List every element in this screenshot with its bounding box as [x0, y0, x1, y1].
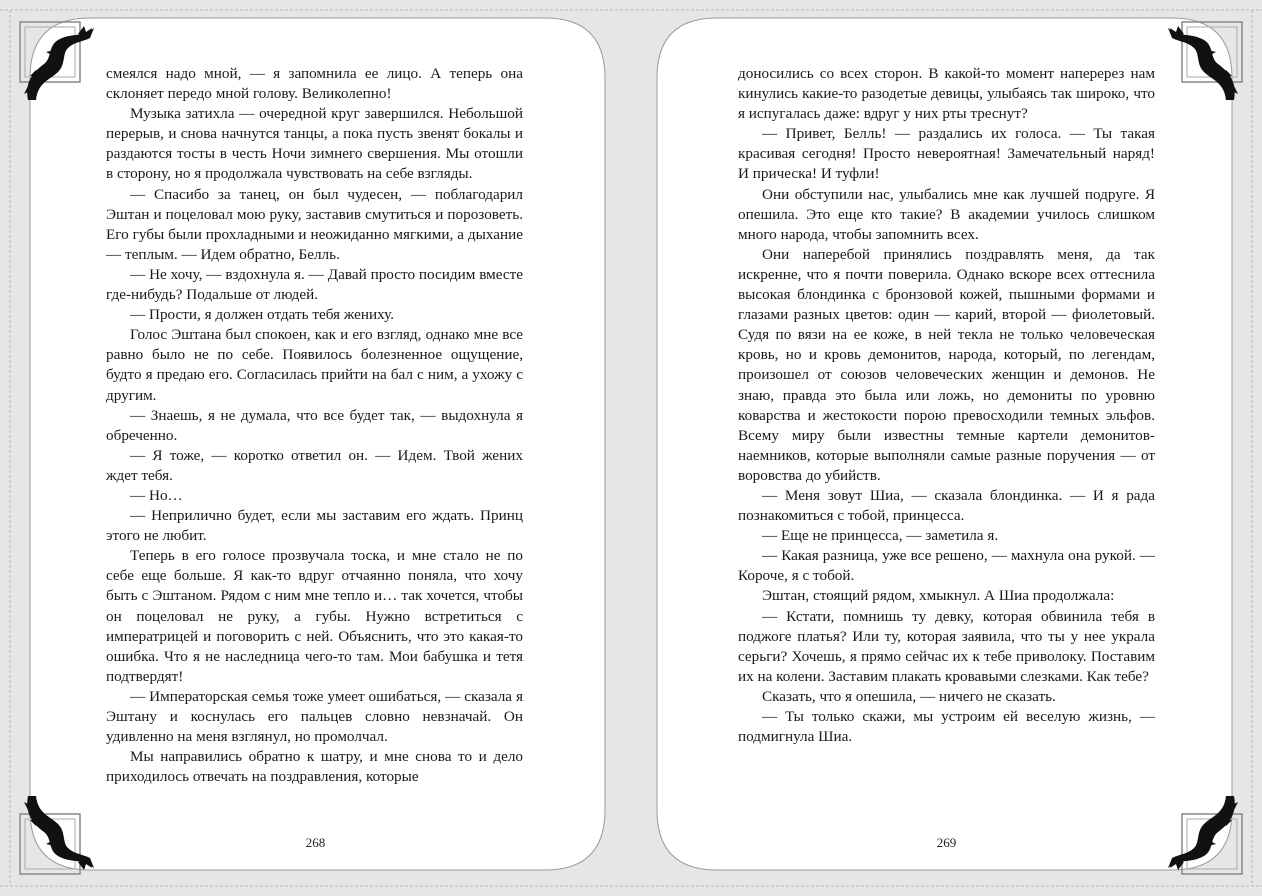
paragraph: — Неприлично будет, если мы заставим его ждать. Принц этого не любит. [106, 507, 523, 545]
paragraph: Они обступили нас, улыбались мне как лучшей подруге. Я опешила. Это еще кто такие? В академии училось слишком много народа, чтобы запомнить всех. [738, 185, 1155, 243]
paragraph: — Не хочу, — вздохнула я. — Давай просто посидим вместе где-нибудь? Подальше от людей. [106, 265, 523, 304]
page-number-right: 269 [936, 835, 957, 850]
paragraph: Они наперебой принялись поздравлять меня, да так искренне, что я почти поверила. Однако вскоре всех оттеснила высокая блондинка с бронзовой кожей, пышными формами и глазами разных цветов: один — карий, второй — фиолетовый. Судя по вязи на ее коже, в ней текла не только человеческая кровь, но и кровь демонитов, народа, который, по легендам, произошел от союзов человеческих женщин и демонов. Не знаю, правда это была или ложь, но демониты по уровню коварства и жестокости порою превосходили темных эльфов. Всему миру были известны темные картели демонитов-наемников, которые выполняли самые разные поручения — от воровства до убийств. [738, 245, 1155, 484]
paragraph: — Какая разница, уже все решено, — махнула она рукой. — Короче, я с тобой. [738, 547, 1155, 585]
paragraph: — Знаешь, я не думала, что все будет так, — выдохнула я обреченно. [106, 406, 523, 444]
paragraph: — Я тоже, — коротко ответил он. — Идем. Твой жених ждет тебя. [106, 446, 523, 484]
paragraph: Голос Эштана был спокоен, как и его взгляд, однако мне все равно было не по себе. Появилось болезненное ощущение, будто я предаю его. Согласилась прийти на бал с ним, а ухожу с другим. [106, 326, 523, 404]
left-page-text [106, 64, 523, 787]
paragraph: — Императорская семья тоже умеет ошибаться, — сказала я Эштану и коснулась его пальцев словно невзначай. Он удивленно на меня взглянул, но промолчал. [106, 687, 523, 746]
paragraph: Теперь в его голосе прозвучала тоска, и мне стало не по себе еще больше. Я как-то вдруг отчаянно поняла, что хочу быть с Эштаном. Рядом с ним мне тепло и… так хочется, чтобы он поцеловал не руку, а губы. Нужно встретиться с императрицей и поговорить с ней. Объяснить, что это какая-то ошибка. Что я не наследница чего-то там. Мои бабушка и тетя подтвердят! [106, 547, 523, 685]
right-page [631, 0, 1262, 896]
paragraph: — Меня зовут Шиа, — сказала блондинка. — И я рада познакомиться с тобой, принцесса. [738, 486, 1155, 525]
paragraph: Эштан, стоящий рядом, хмыкнул. А Шиа продолжала: [762, 587, 1115, 605]
page-number-left: 268 [305, 835, 326, 850]
paragraph: Музыка затихла — очередной круг завершился. Небольшой перерыв, и снова начнутся танцы, а пока пусть звенят бокалы и раздаются тосты в честь Ночи зимнего свершения. Мы отошли в сторону, но я продолжала чувствовать на себе взгляды. [106, 105, 523, 183]
paragraph: Сказать, что я опешила, — ничего не сказать. [762, 687, 1056, 705]
paragraph: — Прости, я должен отдать тебя жениху. [130, 306, 395, 324]
paragraph: — Еще не принцесса, — заметила я. [762, 527, 999, 545]
dragon-ornament [1164, 790, 1244, 876]
dragon-ornament [1164, 20, 1244, 106]
dragon-ornament [18, 790, 98, 876]
paragraph: — Но… [130, 486, 183, 504]
paragraph: Мы направились обратно к шатру, и мне снова то и дело приходилось отвечать на поздравления, которые [106, 748, 523, 786]
paragraph: — Привет, Белль! — раздались их голоса. — Ты такая красивая сегодня! Просто невероятная! Замечательный наряд! И прическа! И туфли! [738, 125, 1155, 183]
right-page-text [738, 64, 1155, 747]
paragraph: смеялся надо мной, — я запомнила ее лицо. А теперь она склоняет передо мной голову. Великолепно! [106, 65, 523, 103]
paragraph: — Спасибо за танец, он был чудесен, — поблагодарил Эштан и поцеловал мою руку, заставив смутиться и порозоветь. Его губы были прохладными и неожиданно мягкими, а дыхание — теплым. — Идем обратно, Белль. [106, 185, 523, 263]
paragraph: доносились со всех сторон. В какой-то момент наперерез нам кинулись какие-то разодетые девицы, улыбаясь так широко, что я испугалась даже: вдруг у них рты треснут? [738, 65, 1155, 123]
paragraph: — Ты только скажи, мы устроим ей веселую жизнь, — подмигнула Шиа. [738, 708, 1155, 746]
paragraph: — Кстати, помнишь ту девку, которая обвинила тебя в поджоге платья? Или ту, которая заявила, что ты у нее украла серьги? Хочешь, я прямо сейчас их к тебе приволоку. Поставим их на колени. Заставим плакать кровавыми слезками. Как тебе? [738, 607, 1155, 685]
dragon-ornament [18, 20, 98, 106]
